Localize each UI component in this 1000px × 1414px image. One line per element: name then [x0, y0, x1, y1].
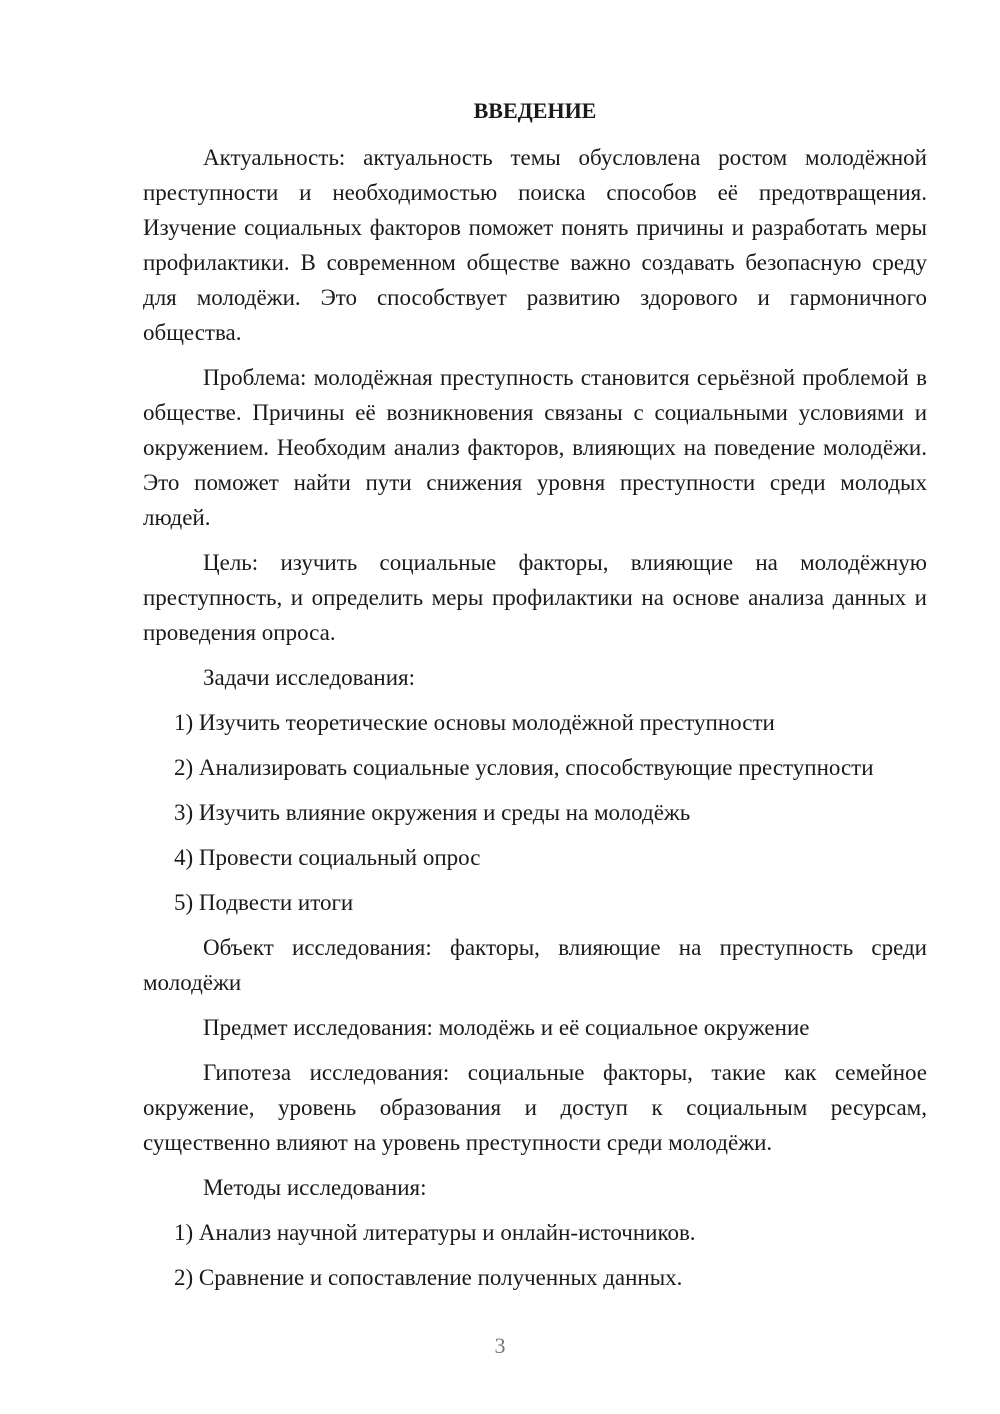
method-item: 2) Сравнение и сопоставление полученных данных. [174, 1265, 683, 1290]
task-item: 2) Анализировать социальные условия, способствующие преступности [174, 755, 874, 780]
hypothesis-paragraph: Гипотеза исследования: социальные факторы, такие как семейное окружение, уровень образования и доступ к социальным ресурсам, существенно влияют на уровень преступности среди молодёжи. [143, 1060, 927, 1155]
methods-title: Методы исследования: [203, 1175, 427, 1200]
task-item: 5) Подвести итоги [174, 890, 354, 915]
page-heading: ВВЕДЕНИЕ [473, 98, 597, 123]
relevance-paragraph: Актуальность: актуальность темы обусловлена ростом молодёжной преступности и необходимостью поиска способов её предотвращения. Изучение социальных факторов поможет понять причины и разработать меры профилактики. В современном обществе важно создавать безопасную среду для молодёжи. Это способствует развитию здорового и гармоничного общества. [143, 145, 927, 345]
tasks-title: Задачи исследования: [203, 665, 416, 690]
goal-paragraph: Цель: изучить социальные факторы, влияющие на молодёжную преступность, и определить меры профилактики на основе анализа данных и проведения опроса. [143, 550, 927, 645]
method-item: 1) Анализ научной литературы и онлайн-источников. [174, 1220, 696, 1245]
task-item: 1) Изучить теоретические основы молодёжной преступности [174, 710, 775, 735]
task-item: 3) Изучить влияние окружения и среды на молодёжь [174, 800, 691, 825]
object-paragraph: Объект исследования: факторы, влияющие на преступность среди молодёжи [143, 935, 927, 995]
task-item: 4) Провести социальный опрос [174, 845, 481, 870]
page-content [143, 93, 927, 1305]
page-number: 3 [494, 1333, 506, 1358]
subject-paragraph: Предмет исследования: молодёжь и её социальное окружение [203, 1015, 810, 1040]
problem-paragraph: Проблема: молодёжная преступность становится серьёзной проблемой в обществе. Причины её возникновения связаны с социальными условиями и окружением. Необходим анализ факторов, влияющих на поведение молодёжи. Это поможет найти пути снижения уровня преступности среди молодых людей. [143, 365, 927, 530]
